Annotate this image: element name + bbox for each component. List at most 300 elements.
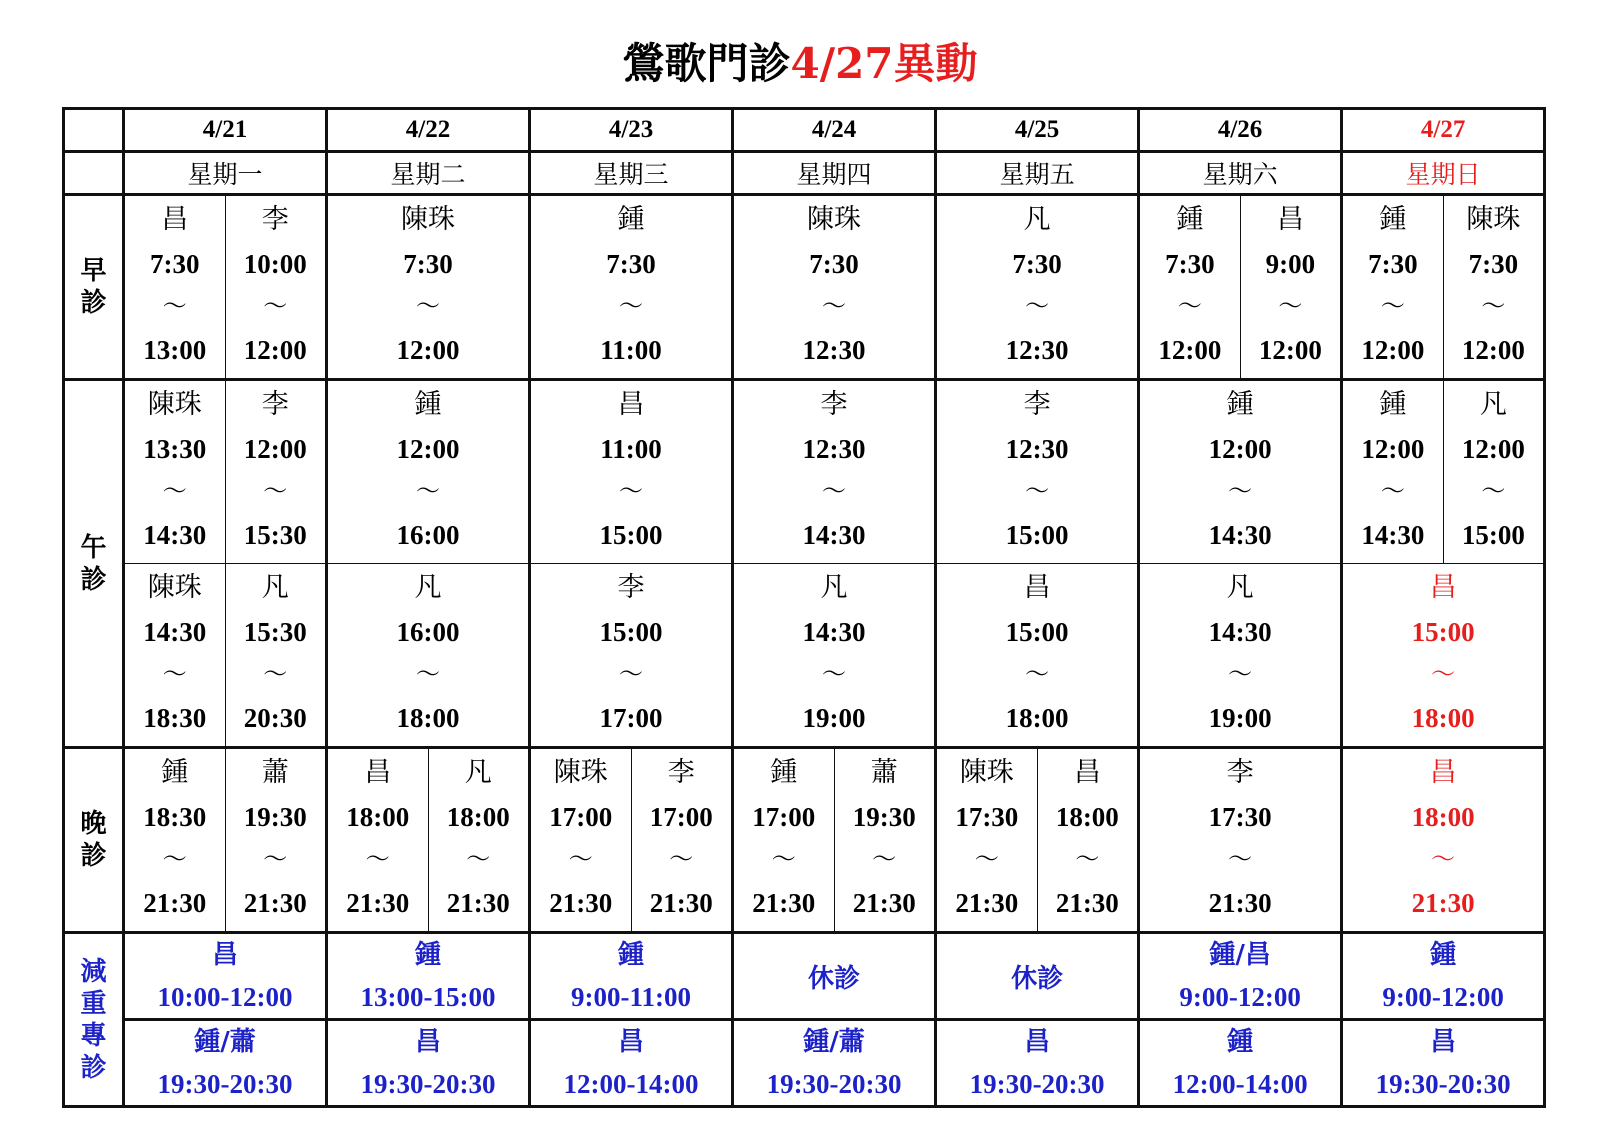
time-range: 10:00-12:00 bbox=[157, 982, 293, 1012]
slot-cell bbox=[327, 564, 530, 748]
end-time: 21:30 bbox=[1055, 888, 1119, 918]
slot-cell bbox=[225, 564, 327, 748]
time-slot bbox=[226, 564, 326, 746]
doctor-name: 昌 bbox=[364, 757, 392, 788]
weekday-header: 星期四 bbox=[733, 152, 936, 195]
slot-cell bbox=[1342, 748, 1545, 933]
slot-cell bbox=[124, 195, 226, 380]
time-slot bbox=[125, 381, 225, 563]
slot-cell bbox=[1443, 380, 1545, 564]
slot-cell bbox=[124, 380, 226, 564]
doctor-name: 鍾 bbox=[415, 940, 442, 970]
weight-clinic-slot bbox=[734, 1021, 934, 1105]
tilde-separator: ～ bbox=[1228, 847, 1253, 873]
weight-clinic-slot bbox=[1140, 934, 1340, 1018]
end-time: 18:30 bbox=[143, 703, 207, 733]
end-time: 12:30 bbox=[1005, 335, 1069, 365]
weight-cell bbox=[124, 933, 327, 1020]
slot-cell bbox=[1139, 748, 1342, 933]
weight-clinic-slot bbox=[734, 958, 934, 995]
slot-cell bbox=[428, 748, 530, 933]
tilde-separator: ～ bbox=[1380, 479, 1405, 505]
doctor-name: 陳珠 bbox=[553, 757, 608, 788]
start-time: 19:30 bbox=[852, 802, 916, 832]
slot-cell bbox=[225, 380, 327, 564]
doctor-name: 陳珠 bbox=[1466, 204, 1521, 235]
weight-clinic-slot bbox=[1140, 1021, 1340, 1105]
end-time: 21:30 bbox=[143, 888, 207, 918]
time-slot bbox=[1444, 381, 1544, 563]
tilde-separator: ～ bbox=[669, 847, 694, 873]
doctor-name: 鍾 bbox=[1379, 389, 1407, 420]
start-time: 7:30 bbox=[1165, 249, 1215, 279]
time-slot bbox=[125, 749, 225, 931]
time-slot bbox=[226, 196, 326, 378]
doctor-name: 凡 bbox=[414, 572, 442, 603]
start-time: 15:30 bbox=[243, 617, 307, 647]
tilde-separator: ～ bbox=[872, 847, 897, 873]
weight-cell bbox=[327, 933, 530, 1020]
doctor-name: 鍾 bbox=[1430, 940, 1457, 970]
closed-label: 休診 bbox=[1011, 963, 1064, 994]
time-slot bbox=[1038, 749, 1138, 931]
session-morning bbox=[64, 195, 124, 380]
slot-cell bbox=[936, 564, 1139, 748]
slot-cell bbox=[1342, 195, 1444, 380]
end-time: 12:00 bbox=[396, 335, 460, 365]
slot-cell bbox=[1342, 564, 1545, 748]
doctor-name: 鍾/蕭 bbox=[803, 1027, 865, 1057]
slot-cell bbox=[1139, 380, 1342, 564]
tilde-separator: ～ bbox=[1177, 294, 1202, 320]
page-title bbox=[0, 34, 1600, 94]
time-slot bbox=[835, 749, 935, 931]
start-time: 7:30 bbox=[809, 249, 859, 279]
tilde-separator: ～ bbox=[619, 662, 644, 688]
weight-cell bbox=[936, 933, 1139, 1020]
tilde-separator: ～ bbox=[365, 847, 390, 873]
start-time: 7:30 bbox=[606, 249, 656, 279]
slot-cell bbox=[834, 748, 936, 933]
doctor-name: 陳珠 bbox=[147, 572, 202, 603]
weight-clinic-slot bbox=[328, 1021, 528, 1105]
weight-cell bbox=[530, 933, 733, 1020]
doctor-name: 凡 bbox=[464, 757, 492, 788]
start-time: 9:00 bbox=[1265, 249, 1316, 279]
slot-cell bbox=[733, 564, 936, 748]
weight-cell bbox=[733, 933, 936, 1020]
time-slot bbox=[429, 749, 529, 931]
end-time: 19:00 bbox=[1208, 703, 1272, 733]
end-time: 21:30 bbox=[955, 888, 1019, 918]
doctor-name: 陳珠 bbox=[959, 757, 1014, 788]
time-slot bbox=[125, 564, 225, 746]
doctor-name: 陳珠 bbox=[401, 204, 456, 235]
start-time: 14:30 bbox=[1208, 617, 1272, 647]
doctor-name: 昌 bbox=[1429, 572, 1457, 603]
doctor-name: 李 bbox=[820, 389, 848, 420]
session-afternoon bbox=[64, 380, 124, 748]
time-slot bbox=[125, 196, 225, 378]
time-slot bbox=[734, 196, 934, 378]
slot-cell bbox=[530, 564, 733, 748]
start-time: 7:30 bbox=[403, 249, 453, 279]
start-time: 18:00 bbox=[1055, 802, 1119, 832]
weekday-header: 星期日 bbox=[1342, 152, 1545, 195]
doctor-name: 昌 bbox=[617, 389, 645, 420]
time-slot bbox=[1140, 196, 1240, 378]
tilde-separator: ～ bbox=[162, 479, 187, 505]
end-time: 17:00 bbox=[599, 703, 663, 733]
tilde-separator: ～ bbox=[416, 294, 441, 320]
doctor-name: 鍾 bbox=[1227, 1027, 1254, 1057]
doctor-name: 鍾/蕭 bbox=[194, 1027, 256, 1057]
start-time: 19:30 bbox=[243, 802, 307, 832]
weight-cell bbox=[1342, 933, 1545, 1020]
doctor-name: 鍾 bbox=[1226, 389, 1254, 420]
slot-cell bbox=[1139, 564, 1342, 748]
weekday-header: 星期五 bbox=[936, 152, 1139, 195]
start-time: 15:00 bbox=[1411, 617, 1475, 647]
time-slot bbox=[1343, 749, 1543, 931]
slot-cell bbox=[631, 748, 733, 933]
tilde-separator: ～ bbox=[263, 294, 288, 320]
weight-clinic-slot bbox=[531, 934, 731, 1018]
start-time: 15:00 bbox=[599, 617, 663, 647]
doctor-name: 昌 bbox=[618, 1027, 645, 1057]
doctor-name: 凡 bbox=[1479, 389, 1507, 420]
tilde-separator: ～ bbox=[1380, 294, 1405, 320]
end-time: 21:30 bbox=[752, 888, 816, 918]
tilde-separator: ～ bbox=[162, 662, 187, 688]
date-header: 4/27 bbox=[1342, 109, 1545, 152]
doctor-name: 李 bbox=[261, 204, 289, 235]
doctor-name: 昌 bbox=[161, 204, 189, 235]
slot-cell bbox=[225, 748, 327, 933]
weight-clinic-slot bbox=[1343, 1021, 1543, 1105]
slot-cell bbox=[1037, 748, 1139, 933]
time-slot bbox=[632, 749, 732, 931]
doctor-name: 鍾 bbox=[1176, 204, 1204, 235]
end-time: 16:00 bbox=[396, 520, 460, 550]
time-slot bbox=[1343, 196, 1443, 378]
doctor-name: 凡 bbox=[1023, 204, 1051, 235]
doctor-name: 鍾 bbox=[161, 757, 189, 788]
tilde-separator: ～ bbox=[1025, 662, 1050, 688]
tilde-separator: ～ bbox=[822, 294, 847, 320]
slot-cell bbox=[530, 195, 733, 380]
weight-clinic-slot bbox=[125, 934, 325, 1018]
doctor-name: 昌 bbox=[1276, 204, 1304, 235]
title-main: 鶯歌門診 bbox=[622, 39, 791, 88]
time-range: 19:30-20:30 bbox=[360, 1069, 496, 1099]
time-slot bbox=[531, 749, 631, 931]
end-time: 14:30 bbox=[143, 520, 207, 550]
weight-cell bbox=[124, 1020, 327, 1107]
slot-cell bbox=[936, 748, 1038, 933]
end-time: 21:30 bbox=[243, 888, 307, 918]
slot-cell bbox=[124, 564, 226, 748]
tilde-separator: ～ bbox=[822, 479, 847, 505]
weight-cell bbox=[1342, 1020, 1545, 1107]
time-slot bbox=[1140, 564, 1340, 746]
slot-cell bbox=[1240, 195, 1342, 380]
date-header: 4/24 bbox=[733, 109, 936, 152]
slot-cell bbox=[733, 748, 835, 933]
slot-cell bbox=[225, 195, 327, 380]
title-accent: 4/27異動 bbox=[790, 39, 978, 88]
end-time: 18:00 bbox=[1005, 703, 1069, 733]
doctor-name: 鍾 bbox=[617, 204, 645, 235]
time-slot bbox=[1444, 196, 1544, 378]
doctor-name: 鍾 bbox=[1379, 204, 1407, 235]
schedule-table bbox=[62, 107, 1546, 1108]
time-slot bbox=[1343, 564, 1543, 746]
doctor-name: 蕭 bbox=[870, 757, 898, 788]
tilde-separator: ～ bbox=[1025, 479, 1050, 505]
time-slot bbox=[531, 564, 731, 746]
slot-cell bbox=[733, 380, 936, 564]
end-time: 18:00 bbox=[396, 703, 460, 733]
time-slot bbox=[1140, 749, 1340, 931]
time-slot bbox=[1241, 196, 1341, 378]
start-time: 16:00 bbox=[396, 617, 460, 647]
time-range: 12:00-14:00 bbox=[563, 1069, 699, 1099]
weight-clinic-slot bbox=[531, 1021, 731, 1105]
doctor-name: 鍾 bbox=[770, 757, 798, 788]
tilde-separator: ～ bbox=[162, 847, 187, 873]
tilde-separator: ～ bbox=[1431, 847, 1456, 873]
start-time: 7:30 bbox=[1012, 249, 1062, 279]
doctor-name: 昌 bbox=[1430, 1027, 1457, 1057]
start-time: 10:00 bbox=[243, 249, 307, 279]
weight-clinic-slot bbox=[937, 958, 1137, 995]
weight-cell bbox=[327, 1020, 530, 1107]
start-time: 15:00 bbox=[1005, 617, 1069, 647]
start-time: 18:00 bbox=[1411, 802, 1475, 832]
time-slot bbox=[1343, 381, 1443, 563]
start-time: 14:30 bbox=[143, 617, 207, 647]
date-header: 4/26 bbox=[1139, 109, 1342, 152]
corner-cell bbox=[64, 152, 124, 195]
start-time: 12:30 bbox=[802, 434, 866, 464]
weight-clinic-slot bbox=[1343, 934, 1543, 1018]
start-time: 14:30 bbox=[802, 617, 866, 647]
time-slot bbox=[531, 381, 731, 563]
doctor-name: 蕭 bbox=[261, 757, 289, 788]
end-time: 21:30 bbox=[649, 888, 713, 918]
weight-clinic-slot bbox=[328, 934, 528, 1018]
end-time: 21:30 bbox=[852, 888, 916, 918]
start-time: 17:00 bbox=[752, 802, 816, 832]
doctor-name: 李 bbox=[617, 572, 645, 603]
slot-cell bbox=[1342, 380, 1444, 564]
end-time: 14:30 bbox=[1361, 520, 1425, 550]
tilde-separator: ～ bbox=[263, 847, 288, 873]
weight-cell bbox=[1139, 1020, 1342, 1107]
date-header: 4/23 bbox=[530, 109, 733, 152]
slot-cell bbox=[327, 195, 530, 380]
weight-cell bbox=[530, 1020, 733, 1107]
end-time: 14:30 bbox=[802, 520, 866, 550]
slot-cell bbox=[530, 748, 632, 933]
corner-cell bbox=[64, 109, 124, 152]
time-slot bbox=[734, 564, 934, 746]
time-range: 13:00-15:00 bbox=[360, 982, 496, 1012]
slot-cell bbox=[530, 380, 733, 564]
time-slot bbox=[226, 381, 326, 563]
slot-cell bbox=[1139, 195, 1241, 380]
doctor-name: 李 bbox=[261, 389, 289, 420]
time-range: 19:30-20:30 bbox=[157, 1069, 293, 1099]
start-time: 12:00 bbox=[1361, 434, 1425, 464]
end-time: 21:30 bbox=[346, 888, 410, 918]
start-time: 7:30 bbox=[1468, 249, 1519, 279]
doctor-name: 鍾 bbox=[618, 940, 645, 970]
tilde-separator: ～ bbox=[162, 294, 187, 320]
doctor-name: 李 bbox=[1226, 757, 1254, 788]
start-time: 17:00 bbox=[549, 802, 613, 832]
start-time: 12:30 bbox=[1005, 434, 1069, 464]
slot-cell bbox=[327, 380, 530, 564]
end-time: 21:30 bbox=[549, 888, 613, 918]
tilde-separator: ～ bbox=[568, 847, 593, 873]
session-label: 減 重 專 診 bbox=[80, 956, 107, 1083]
time-range: 9:00-12:00 bbox=[1382, 982, 1504, 1012]
weight-clinic-slot bbox=[937, 1021, 1137, 1105]
time-slot bbox=[328, 196, 528, 378]
doctor-name: 昌 bbox=[212, 940, 239, 970]
doctor-name: 昌 bbox=[415, 1027, 442, 1057]
time-slot bbox=[937, 564, 1137, 746]
time-range: 9:00-12:00 bbox=[1179, 982, 1301, 1012]
slot-cell bbox=[936, 380, 1139, 564]
start-time: 12:00 bbox=[1208, 434, 1272, 464]
weekday-header: 星期一 bbox=[124, 152, 327, 195]
end-time: 11:00 bbox=[600, 335, 662, 365]
doctor-name: 昌 bbox=[1024, 1027, 1051, 1057]
end-time: 15:00 bbox=[599, 520, 663, 550]
end-time: 21:30 bbox=[1411, 888, 1475, 918]
weekday-header: 星期六 bbox=[1139, 152, 1342, 195]
closed-label: 休診 bbox=[808, 963, 861, 994]
end-time: 15:00 bbox=[1461, 520, 1525, 550]
time-range: 9:00-11:00 bbox=[571, 982, 692, 1012]
time-range: 19:30-20:30 bbox=[766, 1069, 902, 1099]
slot-cell bbox=[733, 195, 936, 380]
slot-cell bbox=[124, 748, 226, 933]
start-time: 18:30 bbox=[143, 802, 207, 832]
tilde-separator: ～ bbox=[771, 847, 796, 873]
end-time: 12:00 bbox=[243, 335, 307, 365]
session-label: 午 診 bbox=[80, 532, 107, 595]
tilde-separator: ～ bbox=[1431, 662, 1456, 688]
tilde-separator: ～ bbox=[1228, 479, 1253, 505]
start-time: 13:30 bbox=[143, 434, 207, 464]
end-time: 20:30 bbox=[243, 703, 307, 733]
end-time: 14:30 bbox=[1208, 520, 1272, 550]
end-time: 12:00 bbox=[1158, 335, 1222, 365]
time-slot bbox=[531, 196, 731, 378]
start-time: 11:00 bbox=[600, 434, 662, 464]
date-header: 4/21 bbox=[124, 109, 327, 152]
tilde-separator: ～ bbox=[263, 479, 288, 505]
weekday-header: 星期二 bbox=[327, 152, 530, 195]
tilde-separator: ～ bbox=[619, 294, 644, 320]
doctor-name: 昌 bbox=[1023, 572, 1051, 603]
slot-cell bbox=[327, 748, 429, 933]
tilde-separator: ～ bbox=[466, 847, 491, 873]
doctor-name: 李 bbox=[667, 757, 695, 788]
doctor-name: 陳珠 bbox=[147, 389, 202, 420]
end-time: 21:30 bbox=[446, 888, 510, 918]
end-time: 12:00 bbox=[1361, 335, 1425, 365]
end-time: 12:30 bbox=[802, 335, 866, 365]
end-time: 12:00 bbox=[1461, 335, 1525, 365]
end-time: 13:00 bbox=[143, 335, 207, 365]
doctor-name: 李 bbox=[1023, 389, 1051, 420]
end-time: 18:00 bbox=[1411, 703, 1475, 733]
tilde-separator: ～ bbox=[263, 662, 288, 688]
doctor-name: 凡 bbox=[820, 572, 848, 603]
time-slot bbox=[937, 196, 1137, 378]
time-slot bbox=[226, 749, 326, 931]
doctor-name: 鍾 bbox=[414, 389, 442, 420]
time-slot bbox=[937, 749, 1037, 931]
date-header: 4/22 bbox=[327, 109, 530, 152]
session-evening bbox=[64, 748, 124, 933]
tilde-separator: ～ bbox=[1228, 662, 1253, 688]
start-time: 17:00 bbox=[649, 802, 713, 832]
tilde-separator: ～ bbox=[1025, 294, 1050, 320]
time-range: 19:30-20:30 bbox=[969, 1069, 1105, 1099]
time-slot bbox=[328, 381, 528, 563]
tilde-separator: ～ bbox=[822, 662, 847, 688]
doctor-name: 昌 bbox=[1073, 757, 1101, 788]
start-time: 17:30 bbox=[955, 802, 1019, 832]
tilde-separator: ～ bbox=[416, 662, 441, 688]
tilde-separator: ～ bbox=[1481, 479, 1506, 505]
time-slot bbox=[734, 749, 834, 931]
start-time: 12:00 bbox=[1461, 434, 1525, 464]
doctor-name: 凡 bbox=[261, 572, 289, 603]
tilde-separator: ～ bbox=[1481, 294, 1506, 320]
session-label: 早 診 bbox=[80, 256, 107, 318]
tilde-separator: ～ bbox=[1075, 847, 1100, 873]
weight-cell bbox=[1139, 933, 1342, 1020]
session-label: 晚 診 bbox=[80, 809, 107, 871]
end-time: 12:00 bbox=[1258, 335, 1322, 365]
slot-cell bbox=[1443, 195, 1545, 380]
start-time: 7:30 bbox=[150, 249, 200, 279]
tilde-separator: ～ bbox=[974, 847, 999, 873]
time-slot bbox=[734, 381, 934, 563]
start-time: 18:00 bbox=[446, 802, 510, 832]
end-time: 19:00 bbox=[802, 703, 866, 733]
tilde-separator: ～ bbox=[619, 479, 644, 505]
time-slot bbox=[328, 749, 428, 931]
end-time: 21:30 bbox=[1208, 888, 1272, 918]
tilde-separator: ～ bbox=[416, 479, 441, 505]
time-slot bbox=[1140, 381, 1340, 563]
slot-cell bbox=[936, 195, 1139, 380]
end-time: 15:30 bbox=[243, 520, 307, 550]
start-time: 12:00 bbox=[396, 434, 460, 464]
weight-cell bbox=[733, 1020, 936, 1107]
doctor-name: 陳珠 bbox=[807, 204, 862, 235]
start-time: 12:00 bbox=[243, 434, 307, 464]
weight-clinic-slot bbox=[125, 1021, 325, 1105]
